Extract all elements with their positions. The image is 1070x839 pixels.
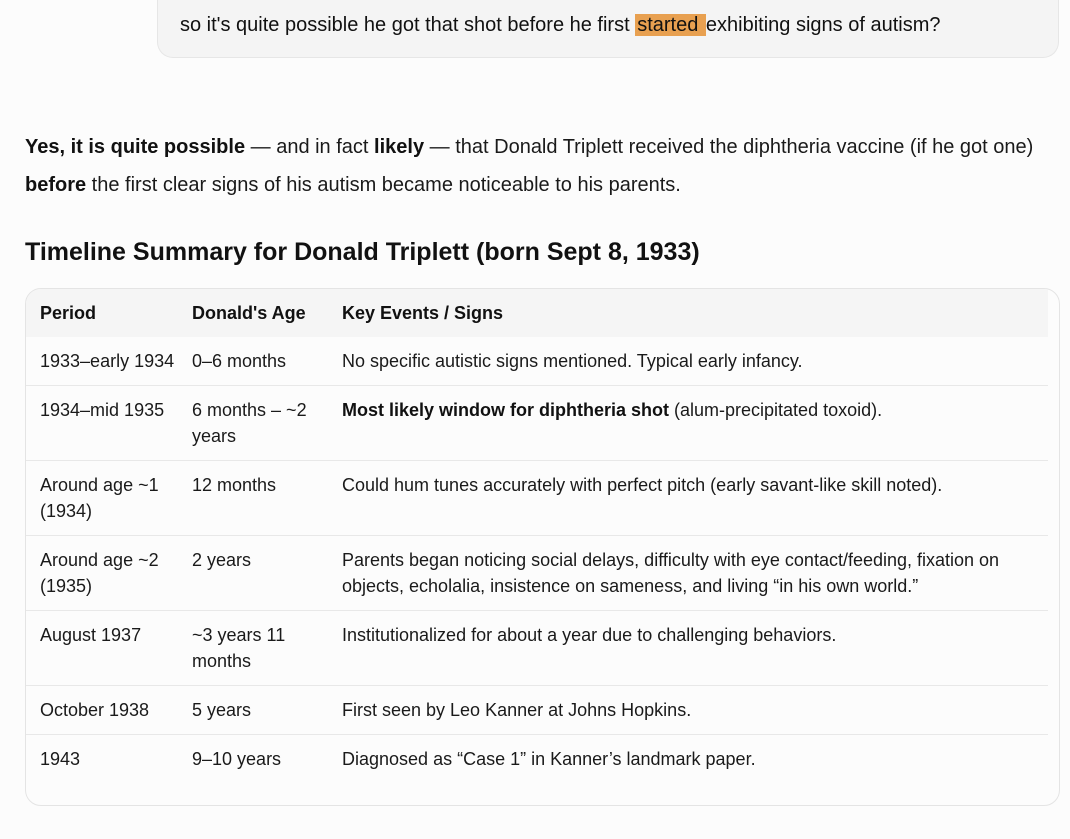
cell-event-text: Institutionalized for about a year due to challenging behaviors. <box>342 625 837 645</box>
cell-event <box>328 461 1048 536</box>
user-message-text-before: so it's quite possible he got that shot before he first <box>180 14 636 36</box>
cell-age: 2 years <box>178 536 328 611</box>
table-row <box>26 611 1048 686</box>
cell-event <box>328 337 1048 386</box>
cell-event-text: Could hum tunes accurately with perfect pitch (early savant-like skill noted). <box>342 475 943 495</box>
header-age: Donald's Age <box>192 302 306 323</box>
cell-period: October 1938 <box>26 686 178 735</box>
cell-period: Around age ~1 (1934) <box>26 461 178 536</box>
cell-age: 5 years <box>178 686 328 735</box>
cell-age: 0–6 months <box>178 337 328 386</box>
header-period: Period <box>40 302 97 323</box>
answer-bold-5: before <box>25 174 87 196</box>
cell-event-text: No specific autistic signs mentioned. Typical early infancy. <box>342 351 803 371</box>
cell-event-text: Parents began noticing social delays, difficulty with eye contact/feeding, fixation on objects, echolalia, insistence on sameness, and living “in his own world.” <box>342 550 1000 596</box>
cell-age: ~3 years 11 months <box>178 611 328 686</box>
cell-event-bold: Most likely window for diphtheria shot <box>342 400 670 420</box>
table-row <box>26 337 1048 386</box>
table-row <box>26 735 1048 784</box>
table-row <box>26 386 1048 461</box>
timeline-table-card <box>25 288 1060 806</box>
cell-event <box>328 735 1048 784</box>
cell-age: 6 months – ~2 years <box>178 386 328 461</box>
cell-period: 1943 <box>40 749 81 769</box>
cell-event-text: First seen by Leo Kanner at Johns Hopkins. <box>342 700 692 720</box>
cell-event-text: Diagnosed as “Case 1” in Kanner’s landmark paper. <box>342 749 756 769</box>
cell-period: 1934–mid 1935 <box>26 386 178 461</box>
cell-period: Around age ~2 (1935) <box>26 536 178 611</box>
cell-period: 1933–early 1934 <box>26 337 178 386</box>
cell-event-text: (alum-precipitated toxoid). <box>669 400 883 420</box>
answer-bold-1: Yes, it is quite possible <box>25 136 246 158</box>
timeline-table <box>26 289 1048 783</box>
user-message-highlight: started <box>637 14 704 36</box>
cell-event <box>328 686 1048 735</box>
cell-age: 12 months <box>178 461 328 536</box>
table-row <box>26 461 1048 536</box>
section-title: Timeline Summary for Donald Triplett (born Sept 8, 1933) <box>25 238 700 266</box>
user-message-bubble <box>157 0 1059 58</box>
cell-period: August 1937 <box>26 611 178 686</box>
answer-text-6: the first clear signs of his autism became noticeable to his parents. <box>86 174 681 196</box>
assistant-answer-paragraph <box>25 128 1055 204</box>
answer-text-2: — and in fact <box>245 136 375 158</box>
answer-bold-3: likely <box>374 136 425 158</box>
table-header-row <box>26 289 1048 337</box>
user-message-text-after: exhibiting signs of autism? <box>705 14 941 36</box>
cell-age: 9–10 years <box>192 749 282 769</box>
cell-event <box>328 536 1048 611</box>
answer-text-4: — that Donald Triplett received the diphtheria vaccine (if he got one) <box>424 136 1034 158</box>
header-events: Key Events / Signs <box>342 302 504 323</box>
cell-event <box>328 611 1048 686</box>
cell-event <box>328 386 1048 461</box>
table-row <box>26 686 1048 735</box>
table-row <box>26 536 1048 611</box>
